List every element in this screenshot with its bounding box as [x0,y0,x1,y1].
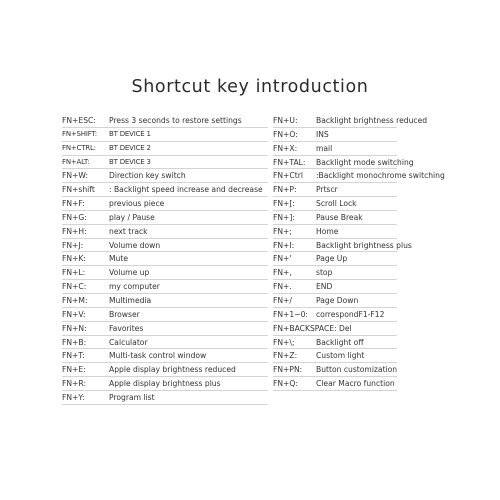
shortcut-description: Volume down [109,240,161,250]
shortcut-row [273,322,397,336]
shortcut-row [273,363,397,377]
shortcut-row [62,252,268,266]
shortcut-description: Browser [109,309,140,319]
shortcut-key: FN+ESC: [62,116,96,125]
shortcut-row [62,336,268,350]
shortcut-row [62,225,268,239]
shortcut-row [62,266,268,280]
shortcut-row [62,363,268,377]
shortcut-key: FN+Z: [273,351,298,361]
shortcut-description: mail [316,143,333,153]
shortcut-row [62,183,268,197]
shortcut-row [62,391,268,405]
shortcut-row [273,266,397,280]
shortcut-description: Pause Break [316,212,363,222]
shortcut-key: FN+B: [62,337,87,347]
shortcut-row [62,322,268,336]
shortcut-key: FN+W: [62,171,89,181]
shortcut-key: FN+Ctrl [273,171,303,181]
shortcut-row [62,294,268,308]
shortcut-key: FN+C: [62,282,87,292]
shortcut-key: FN+/ [273,295,292,305]
shortcut-description: Mute [109,254,129,264]
shortcut-row [62,142,268,156]
shortcut-key: FN+M: [62,295,88,305]
shortcut-key: FN+I: [273,240,295,250]
shortcut-key: FN+Y: [62,392,85,402]
shortcut-key: FN+O: [273,129,298,139]
shortcut-description: next track [109,226,148,236]
shortcut-row [62,280,268,294]
shortcut-key: FN+SHIFT: [62,129,97,138]
shortcut-key: FN+ALT: [62,157,90,166]
page-title: Shortcut key introduction [131,77,369,97]
shortcut-description: stop [316,268,333,278]
shortcut-key: FN+F: [62,199,85,209]
shortcut-description: Direction key switch [109,171,186,181]
shortcut-description: Multimedia [109,295,152,305]
shortcut-row [62,114,268,128]
shortcut-description: Clear Macro function [316,379,395,389]
shortcut-description: END [316,282,333,292]
shortcut-row [62,377,268,391]
shortcut-key: FN+; [273,226,292,236]
shortcut-row [273,211,397,225]
shortcut-description: Backlight off [316,337,364,347]
shortcut-description: Scroll Lock [316,199,357,209]
shortcut-description: Favorites [109,323,144,333]
shortcut-description: correspondF1-F12 [316,309,385,319]
shortcut-row [62,156,268,170]
shortcut-key: FN+G: [62,212,87,222]
shortcut-key: FN+L: [62,268,86,278]
shortcut-row [273,336,397,350]
shortcut-row [273,128,397,142]
shortcut-key: FN+1~0: [273,309,308,319]
shortcut-row [273,114,428,128]
shortcut-description: Apple display brightness plus [109,379,221,389]
shortcut-row [62,197,268,211]
shortcut-key: FN+U: [273,116,298,125]
shortcut-key: FN+BACKSPACE: Del [273,323,352,333]
shortcut-description: Calculator [109,337,148,347]
shortcut-description: : Backlight speed increase and decrease [109,185,263,195]
shortcut-row [62,308,268,322]
shortcut-key: FN+P: [273,185,297,195]
shortcut-description: Backlight mode switching [316,157,414,167]
shortcut-key: FN+PN: [273,365,303,375]
shortcut-row [273,142,397,156]
shortcut-row [273,169,445,183]
shortcut-key: FN+X: [273,143,298,153]
left-shortcut-column [62,114,268,405]
shortcut-row [62,211,268,225]
shortcut-key: FN+Q: [273,379,298,389]
shortcut-description: Apple display brightness reduced [109,365,236,375]
shortcut-row [62,169,268,183]
shortcut-row [273,294,397,308]
shortcut-description: INS [316,129,329,139]
shortcut-description: Page Up [316,254,348,264]
right-shortcut-column [273,114,445,391]
shortcut-row [273,156,414,170]
shortcut-row [273,377,397,391]
shortcut-description: my computer [109,282,160,292]
shortcut-row [273,252,397,266]
shortcut-key: FN+K: [62,254,86,264]
shortcut-key: FN+CTRL: [62,143,96,152]
shortcut-description: :Backlight monochrome switching [316,171,445,181]
shortcut-key: FN+V: [62,309,86,319]
shortcut-description: Home [316,226,339,236]
shortcut-description: Program list [109,392,155,402]
shortcut-row [273,197,397,211]
shortcut-description: Page Down [316,295,359,305]
shortcut-description: Multi-task control window [109,351,207,361]
shortcut-description: BT DEVICE 1 [109,129,151,138]
shortcut-key: FN+J: [62,240,84,250]
shortcut-key: FN+T: [62,351,85,361]
shortcut-row [273,239,412,253]
shortcut-key: FN+H: [62,226,87,236]
shortcut-key: FN+. [273,282,292,292]
shortcut-key: FN+N: [62,323,87,333]
shortcut-key: FN+, [273,268,292,278]
shortcut-description: Prtscr [316,185,338,195]
shortcut-row [273,349,397,363]
shortcut-description: Press 3 seconds to restore settings [109,116,242,125]
shortcut-row [62,239,268,253]
shortcut-key: FN+TAL: [273,157,306,167]
shortcut-row [273,308,397,322]
shortcut-row [273,225,397,239]
shortcut-key: FN+\; [273,337,295,347]
shortcut-row [273,183,397,197]
shortcut-key: FN+shift [62,185,95,195]
shortcut-key: FN+]: [273,212,295,222]
shortcut-description: play / Pause [109,212,155,222]
shortcut-row [62,128,268,142]
shortcut-description: Backlight brightness plus [316,240,412,250]
shortcut-row [62,349,268,363]
shortcut-description: Button customization [316,365,398,375]
shortcut-description: previous piece [109,199,165,209]
shortcut-description: Custom light [316,351,365,361]
shortcut-key: FN+R: [62,379,87,389]
shortcut-key: FN+' [273,254,292,264]
shortcut-row [273,280,397,294]
shortcut-description: Volume up [109,268,150,278]
shortcut-description: Backlight brightness reduced [316,116,428,125]
shortcut-key: FN+[: [273,199,295,209]
shortcut-key: FN+E: [62,365,86,375]
shortcut-description: BT DEVICE 3 [109,157,151,166]
shortcut-description: BT DEVICE 2 [109,143,151,152]
